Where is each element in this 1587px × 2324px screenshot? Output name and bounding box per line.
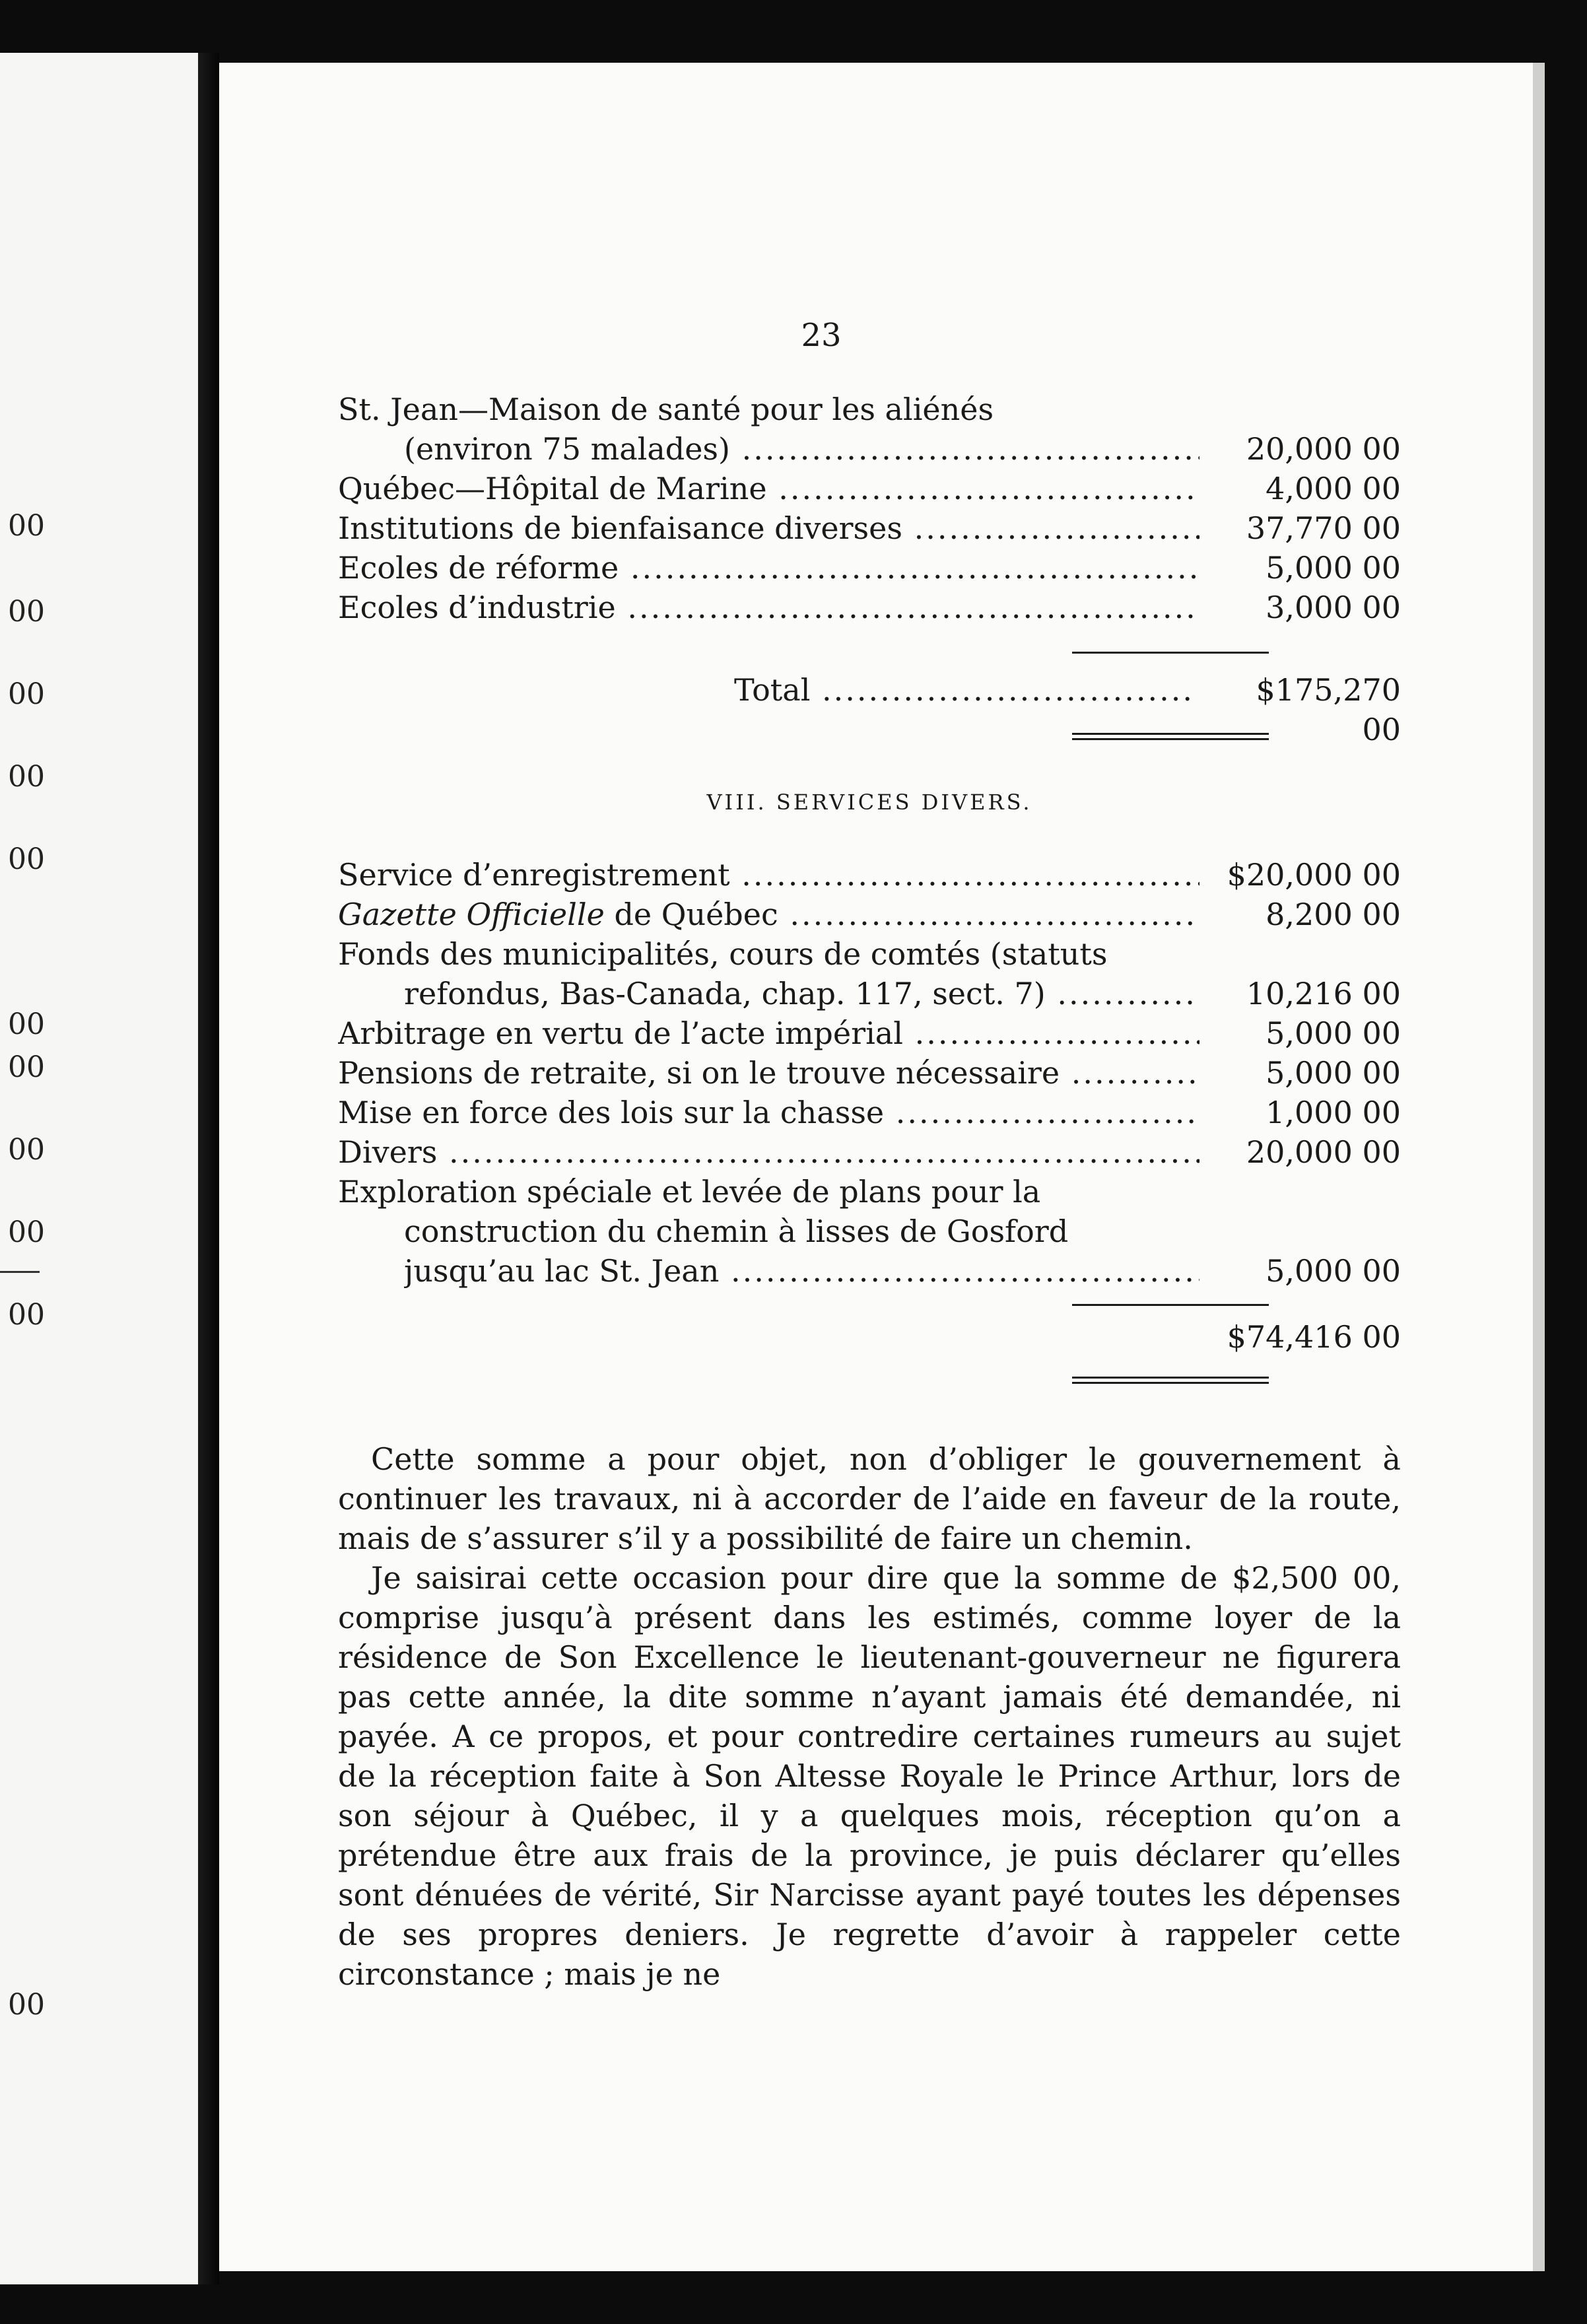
budget-label: Institutions de bienfaisance diverses ..... — [338, 508, 1199, 548]
service-line — [338, 1013, 1401, 1053]
sum-rule — [1072, 652, 1269, 654]
budget-label: (environ 75 malades) ..... — [404, 429, 1199, 469]
facing-page-amount: 00 — [8, 595, 45, 629]
service-line — [338, 855, 1401, 895]
service-line — [338, 1172, 1401, 1212]
facing-page-amount: 00 — [8, 1988, 45, 2022]
service-label: Mise en force des lois sur la chasse ..... — [338, 1093, 1199, 1132]
service-amount: 20,000 00 — [1246, 1134, 1401, 1170]
service-line — [338, 895, 1401, 934]
service-line — [338, 934, 1401, 974]
budget-amount: 3,000 00 — [1266, 590, 1401, 625]
service-label — [338, 895, 1199, 934]
service-amount: 5,000 00 — [1266, 1055, 1401, 1091]
facing-page-amount: 00 — [8, 677, 45, 711]
service-line — [338, 1053, 1401, 1093]
sum-rule — [1072, 1304, 1269, 1306]
service-label: construction du chemin à lisses de Gosford — [404, 1213, 1069, 1249]
facing-page-amount: 00 — [8, 1133, 45, 1167]
service-label: Exploration spéciale et levée de plans pour la — [338, 1174, 1041, 1210]
service-label: Divers ..... — [338, 1132, 1199, 1172]
budget-label: Québec—Hôpital de Marine ..... — [338, 469, 1199, 508]
gazette-rest: de Québec — [614, 897, 778, 932]
service-line — [338, 1093, 1401, 1132]
service-amount: 1,000 00 — [1266, 1095, 1401, 1130]
service-line — [338, 1132, 1401, 1172]
budget-amount: 20,000 00 — [1246, 431, 1401, 467]
budget-amount: 4,000 00 — [1266, 471, 1401, 506]
budget-label: St. Jean—Maison de santé pour les aliénés — [338, 392, 994, 427]
service-label: Pensions de retraite, si on le trouve nécessaire ..... — [338, 1053, 1199, 1093]
total-line — [734, 670, 1401, 747]
book-gutter — [198, 53, 219, 2284]
service-label: jusqu’au lac St. Jean ..... — [404, 1251, 1199, 1291]
budget-amount: 5,000 00 — [1266, 550, 1401, 586]
book-page — [219, 63, 1545, 2271]
facing-page-amount: 00 — [8, 1215, 45, 1249]
service-label: Service d’enregistrement ..... — [338, 855, 1199, 895]
budget-amount: 37,770 00 — [1246, 510, 1401, 546]
facing-page-amount: 00 — [8, 1298, 45, 1332]
service-amount: 10,216 00 — [1246, 976, 1401, 1011]
page-number: 23 — [801, 317, 842, 354]
services-total-line — [338, 1317, 1401, 1357]
facing-page-amount: 00 — [8, 842, 45, 876]
budget-line — [338, 390, 1401, 429]
double-rule — [1072, 738, 1269, 740]
service-line — [338, 1251, 1401, 1291]
service-amount: 5,000 00 — [1266, 1015, 1401, 1051]
facing-page-amount: 00 — [8, 760, 45, 794]
total-amount: $175,270 00 — [1256, 672, 1401, 747]
section-heading: VIII. SERVICES DIVERS. — [706, 790, 1032, 815]
services-total-amount: $74,416 00 — [1227, 1319, 1401, 1355]
service-amount: 5,000 00 — [1266, 1253, 1401, 1289]
budget-line — [338, 548, 1401, 588]
service-line — [338, 974, 1401, 1013]
facing-page-rule — [0, 1271, 40, 1273]
paragraph: Cette somme a pour objet, non d’obliger le gouvernement à continuer les travaux, ni à accorder de l’aide en faveur de la route, mais de s’assurer s’il y a possibilité de faire un chemin. — [338, 1441, 1401, 1556]
service-line — [338, 1212, 1401, 1251]
service-amount: 8,200 00 — [1266, 897, 1401, 932]
budget-label: Ecoles d’industrie ..... — [338, 588, 1199, 627]
total-label: Total ..... — [734, 670, 1196, 710]
double-rule — [1072, 733, 1269, 735]
gazette-title: Gazette Officielle — [338, 897, 605, 932]
facing-page-edge — [0, 53, 198, 2284]
facing-page-amount: 00 — [8, 1008, 45, 1041]
budget-line — [338, 429, 1401, 469]
double-rule — [1072, 1382, 1269, 1384]
service-amount: $20,000 00 — [1227, 857, 1401, 893]
double-rule — [1072, 1377, 1269, 1379]
budget-line — [338, 588, 1401, 627]
budget-label: Ecoles de réforme ..... — [338, 548, 1199, 588]
budget-line — [338, 508, 1401, 548]
paragraph: Je saisirai cette occasion pour dire que la somme de $2,500 00, comprise jusqu’à présent dans les estimés, comme loyer de la résidence de Son Excellence le lieutenant-gouverneur ne figurera pas cette année, la dite somme n’ayant jamais été demandée, ni payée. A ce propos, et pour contredire certaines rumeurs au sujet de la réception faite à Son Altesse Royale le Prince Arthur, lors de son séjour à Québec, il y a quelques mois, réception qu’on a prétendue être aux frais de la province, je puis déclarer qu’elles sont dénuées de vérité, Sir Narcisse ayant payé toutes les dépenses de ses propres deniers. Je regrette d’avoir à rappeler cette circonstance ; mais je ne — [338, 1560, 1401, 1992]
service-label: Arbitrage en vertu de l’acte impérial ..... — [338, 1013, 1199, 1053]
facing-page-amount: 00 — [8, 509, 45, 543]
service-label: refondus, Bas-Canada, chap. 117, sect. 7) ..... — [404, 974, 1199, 1013]
budget-line — [338, 469, 1401, 508]
facing-page-amount: 00 — [8, 1050, 45, 1084]
service-label: Fonds des municipalités, cours de comtés (statuts — [338, 936, 1108, 972]
